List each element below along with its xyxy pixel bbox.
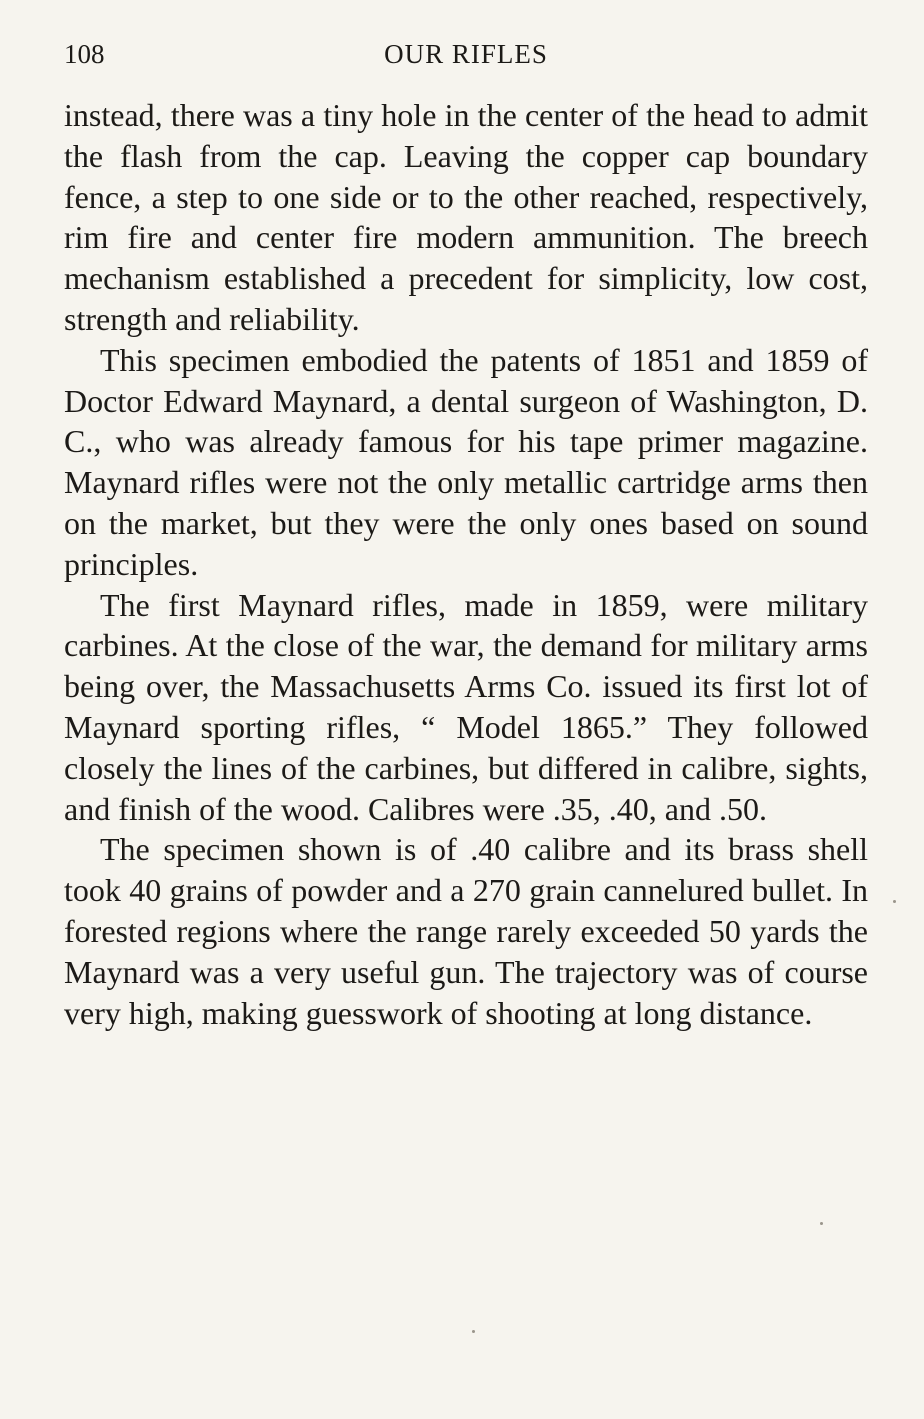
body-text [64,95,868,1033]
paper-speck [472,1330,475,1333]
paragraph: The specimen shown is of .40 calibre and its brass shell took 40 grains of powder and a 270 grain cannelured bullet. In forested regions where the range rarely exceeded 50 yards the Maynard was a very useful gun. The trajectory was of course very high, making guesswork of shooting at long distance. [64,831,868,1031]
paragraph: The first Maynard rifles, made in 1859, were military carbines. At the close of the war, the demand for military arms being over, the Massachusetts Arms Co. issued its first lot of Maynard sporting rifles, “ Model 1865.” They followed closely the lines of the carbines, but differed in calibre, sights, and finish of the wood. Calibres were .35, .40, and .50. [64,586,868,827]
paragraph-continued: instead, there was a tiny hole in the center of the head to admit the flash from the cap. Leaving the copper cap boundary fence, a step to one side or to the other reached, respectively, rim fire and center fire modern ammunition. The breech mechanism established a precedent for simplicity, low cost, strength and reliability. [64,97,868,337]
paragraph: This specimen embodied the patents of 1851 and 1859 of Doctor Edward Maynard, a dental surgeon of Washington, D. C., who was already famous for his tape primer magazine. Maynard rifles were not the only metallic cartridge arms then on the market, but they were the only ones based on sound principles. [64,341,868,582]
page-number: 108 [64,39,105,69]
running-title: OUR RIFLES [384,39,548,69]
paper-speck [893,900,896,903]
paper-speck [820,1222,823,1225]
running-head [64,34,868,74]
